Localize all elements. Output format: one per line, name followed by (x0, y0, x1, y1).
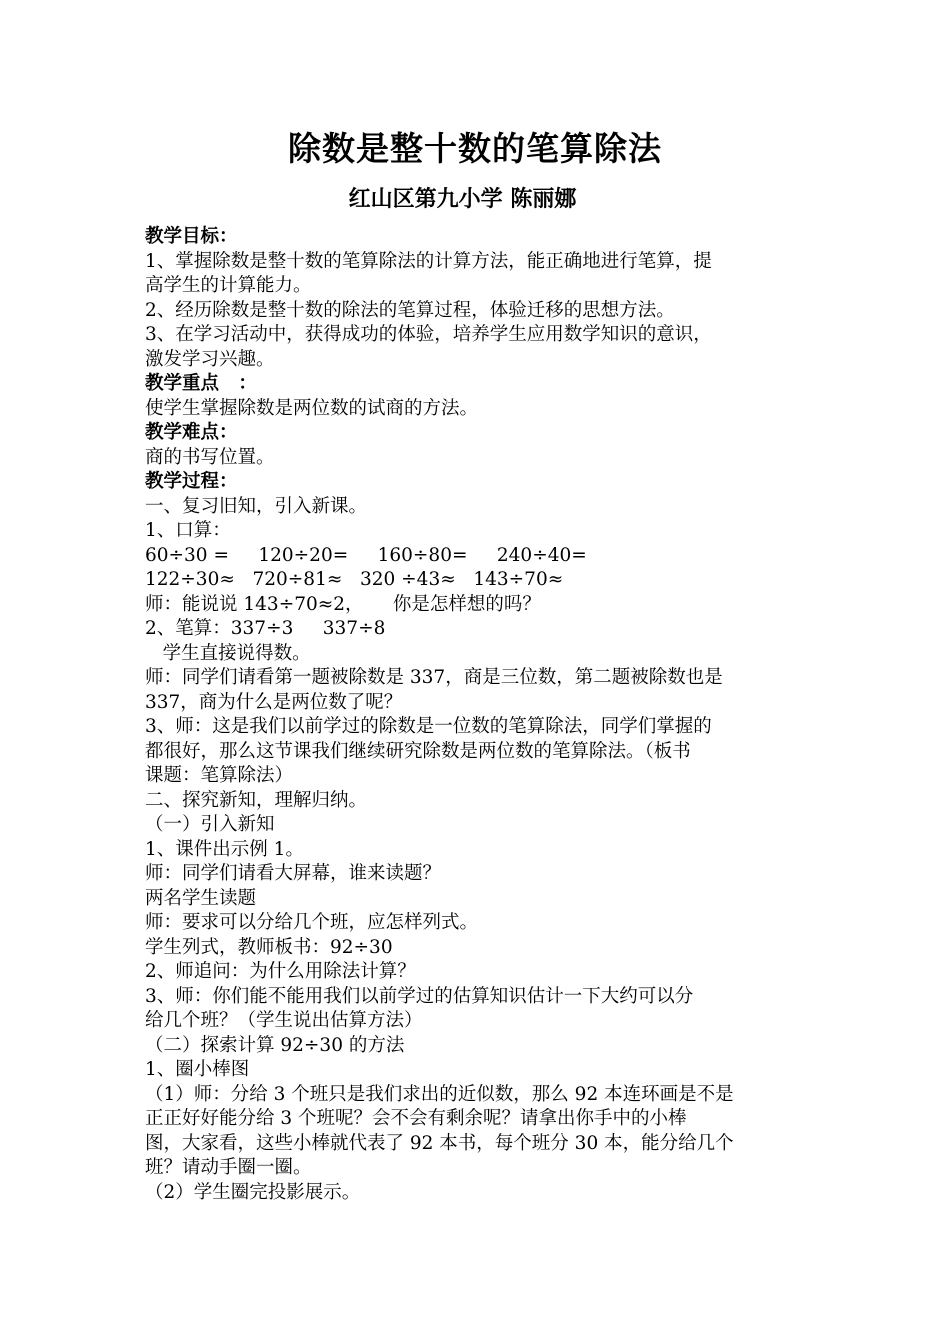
section-heading: 教学重点 ： (145, 373, 257, 394)
text-line: 1、圈小棒图 (145, 1059, 250, 1080)
text-line: （一）引入新知 (145, 814, 275, 835)
text-line: 给几个班？（学生说出估算方法） (145, 1010, 423, 1031)
text-line: 60÷30 = 120÷20= 160÷80= 240÷40= (145, 544, 587, 566)
text-line: 二、探究新知，理解归纳。 (145, 789, 368, 811)
text-line: （1）师：分给 3 个班只是我们求出的近似数，那么 92 本连环画是不是 (145, 1083, 734, 1105)
text-line: 班？请动手圈一圈。 (145, 1157, 312, 1178)
text-line: 1、课件出示例 1。 (145, 838, 304, 860)
text-line: 商的书写位置。 (145, 446, 275, 468)
text-line: 122÷30≈ 720÷81≈ 320 ÷43≈ 143÷70≈ (145, 569, 564, 590)
text-line: （二）探索计算 92÷30 的方法 (145, 1034, 405, 1056)
text-line: （2）学生圈完投影展示。 (145, 1181, 361, 1203)
text-line: 3、在学习活动中，获得成功的体验，培养学生应用数学知识的意识， (145, 324, 712, 345)
text-line: 学生列式，教师板书：92÷30 (145, 936, 393, 958)
text-line: 2、师追问：为什么用除法计算？ (145, 961, 416, 982)
text-line: 正正好好能分给 3 个班呢？会不会有剩余呢？请拿出你手中的小棒 (145, 1108, 687, 1129)
text-line: 1、掌握除数是整十数的笔算除法的计算方法，能正确地进行笔算，提 (145, 250, 712, 272)
text-line: 两名学生读题 (145, 887, 257, 909)
text-line: 高学生的计算能力。 (145, 275, 312, 296)
text-line: 师：能说说 143÷70≈2， 你是怎样想的吗？ (145, 593, 541, 615)
document-title: 除数是整十数的笔算除法 (288, 129, 662, 168)
text-line: 1、口算： (145, 520, 231, 541)
text-line: 337，商为什么是两位数了呢？ (145, 691, 403, 713)
text-line: 师：要求可以分给几个班，应怎样列式。 (145, 912, 479, 933)
document-author: 红山区第九小学 陈丽娜 (348, 187, 577, 212)
text-line: 课题：笔算除法） (145, 765, 294, 786)
section-heading: 教学过程： (145, 471, 238, 492)
text-line: 3、师：你们能不能用我们以前学过的估算知识估计一下大约可以分 (145, 985, 694, 1007)
text-line: 激发学习兴趣。 (145, 348, 275, 370)
text-line: 都很好，那么这节课我们继续研究除数是两位数的笔算除法。（板书 (145, 740, 691, 762)
text-line: 学生直接说得数。 (145, 642, 311, 664)
section-heading: 教学难点： (145, 422, 238, 443)
text-line: 使学生掌握除数是两位数的试商的方法。 (145, 397, 479, 419)
text-line: 师：同学们请看第一题被除数是 337，商是三位数，第二题被除数也是 (145, 667, 723, 688)
text-line: 3、师：这是我们以前学过的除数是一位数的笔算除法，同学们掌握的 (145, 716, 712, 737)
text-line: 一、复习旧知，引入新课。 (145, 495, 368, 517)
document-body (145, 225, 810, 1205)
text-line: 图，大家看，这些小棒就代表了 92 本书，每个班分 30 本，能分给几个 (145, 1132, 734, 1154)
section-heading: 教学目标： (145, 226, 238, 247)
text-line: 师：同学们请看大屏幕，谁来读题？ (145, 863, 442, 884)
text-line: 2、笔算：337÷3 337÷8 (145, 618, 386, 639)
text-line: 2、经历除数是整十数的除法的笔算过程，体验迁移的思想方法。 (145, 299, 675, 321)
